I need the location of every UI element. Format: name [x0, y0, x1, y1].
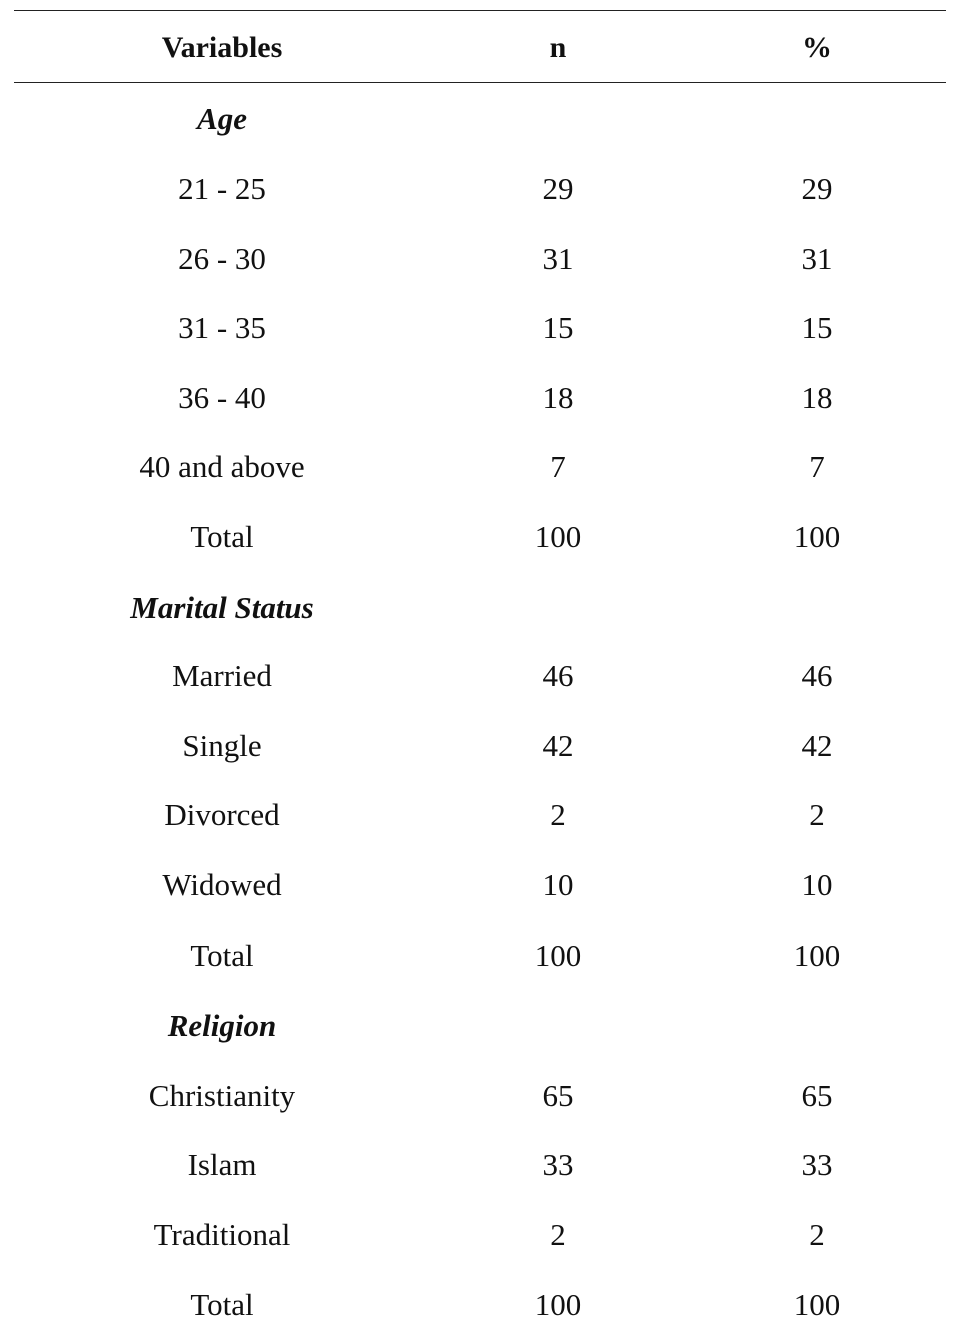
section-heading-marital-status: [14, 588, 946, 628]
row-label: Christianity: [148, 1078, 296, 1113]
table-row: [14, 726, 946, 766]
table-row: [14, 169, 946, 209]
row-percent: 29: [801, 171, 833, 206]
row-label: Widowed: [162, 867, 282, 902]
row-n: 33: [542, 1147, 574, 1182]
section-title: Marital Status: [130, 590, 314, 625]
table-row: [14, 239, 946, 279]
row-n: 100: [534, 1287, 582, 1322]
row-percent: 7: [809, 449, 825, 484]
row-n: 31: [542, 241, 574, 276]
header-percent: %: [802, 31, 832, 64]
table-row: [14, 1076, 946, 1116]
row-n: 100: [534, 519, 582, 554]
row-n: 2: [550, 797, 566, 832]
table-row: [14, 865, 946, 905]
row-label: 21 - 25: [178, 171, 266, 206]
row-percent: 10: [801, 867, 833, 902]
table-header-row: [14, 28, 946, 68]
row-percent: 100: [793, 1287, 841, 1322]
table-row: [14, 795, 946, 835]
row-label: Islam: [187, 1147, 257, 1182]
row-label: Total: [190, 519, 254, 554]
row-label: 31 - 35: [178, 310, 266, 345]
row-percent: 2: [809, 797, 825, 832]
row-label: Traditional: [153, 1217, 291, 1252]
row-percent: 100: [793, 519, 841, 554]
row-n: 7: [550, 449, 566, 484]
row-n: 46: [542, 658, 574, 693]
row-percent: 31: [801, 241, 833, 276]
row-n: 29: [542, 171, 574, 206]
row-percent: 46: [801, 658, 833, 693]
table-row: [14, 447, 946, 487]
table-row: [14, 1215, 946, 1255]
row-label: Divorced: [164, 797, 280, 832]
table-header-rule: [14, 82, 946, 83]
table-row: [14, 308, 946, 348]
table-row: [14, 1145, 946, 1185]
row-label: 40 and above: [139, 449, 305, 484]
row-n: 65: [542, 1078, 574, 1113]
row-label: Total: [190, 938, 254, 973]
row-label: Married: [172, 658, 272, 693]
row-n: 15: [542, 310, 574, 345]
row-percent: 100: [793, 938, 841, 973]
section-title: Age: [197, 101, 247, 136]
table-row: [14, 656, 946, 696]
section-heading-age: [14, 99, 946, 139]
row-label: Total: [190, 1287, 254, 1322]
row-n: 18: [542, 380, 574, 415]
row-percent: 42: [801, 728, 833, 763]
row-n: 42: [542, 728, 574, 763]
table-row-total: [14, 936, 946, 976]
row-percent: 2: [809, 1217, 825, 1252]
section-heading-religion: [14, 1006, 946, 1046]
table-row-total: [14, 1285, 946, 1325]
row-n: 10: [542, 867, 574, 902]
row-label: 36 - 40: [178, 380, 266, 415]
header-n: n: [549, 31, 567, 64]
row-label: Single: [182, 728, 262, 763]
row-percent: 15: [801, 310, 833, 345]
row-n: 100: [534, 938, 582, 973]
row-percent: 18: [801, 380, 833, 415]
row-percent: 33: [801, 1147, 833, 1182]
row-n: 2: [550, 1217, 566, 1252]
header-variables: Variables: [161, 31, 283, 64]
section-title: Religion: [167, 1008, 277, 1043]
table-row: [14, 378, 946, 418]
row-label: 26 - 30: [178, 241, 266, 276]
row-percent: 65: [801, 1078, 833, 1113]
table-top-rule: [14, 10, 946, 11]
table-row-total: [14, 517, 946, 557]
